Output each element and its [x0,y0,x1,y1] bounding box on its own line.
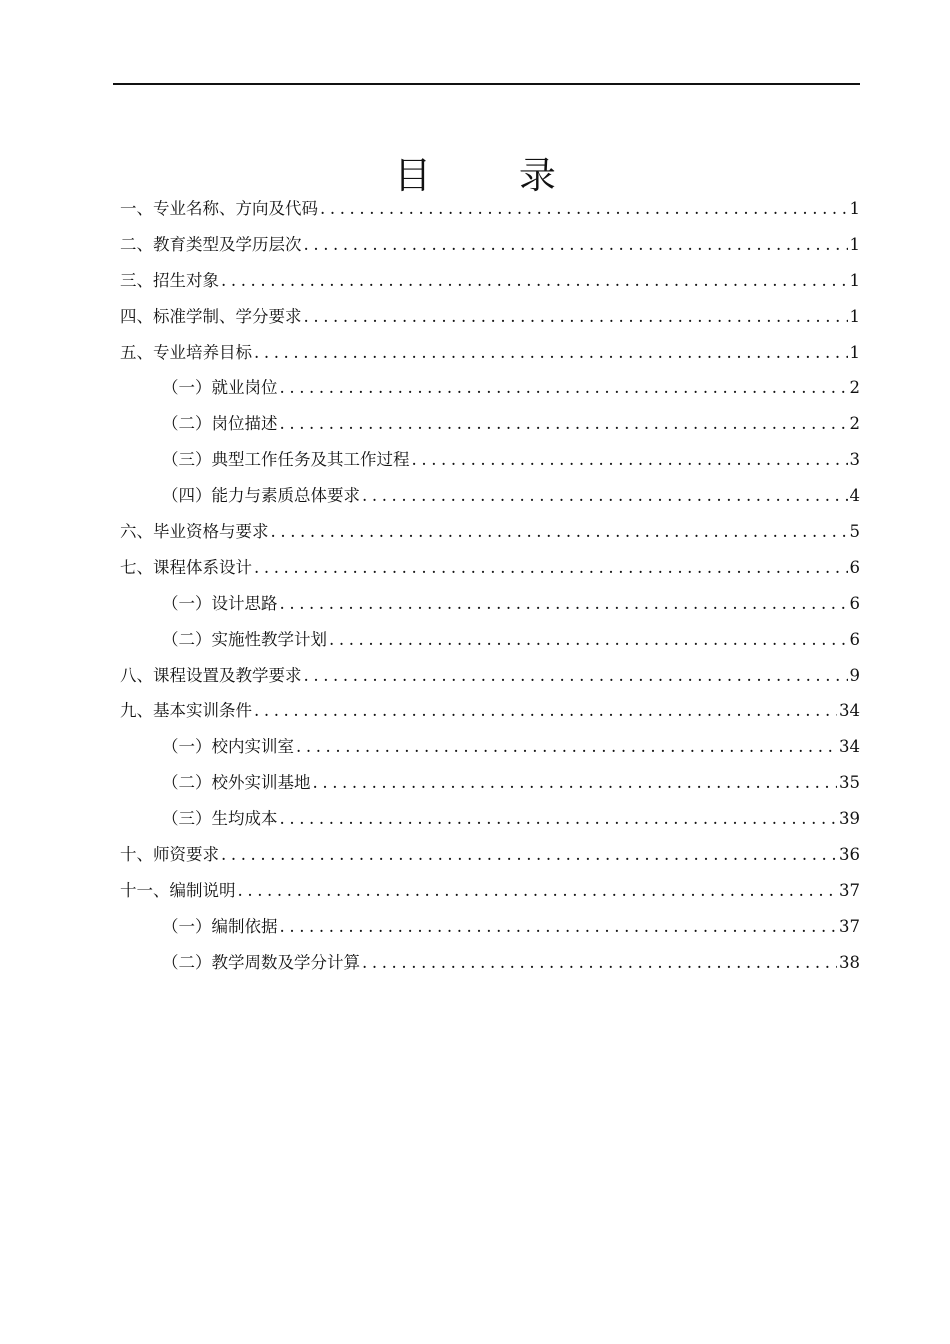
toc-leader-dots [304,227,848,263]
toc-entry-label: 九、基本实训条件 [120,701,252,721]
toc-entry-page: 34 [839,737,860,757]
toc-entry-page: 37 [839,916,860,936]
toc-subentry[interactable] [120,586,860,622]
toc-subentry[interactable] [120,370,860,406]
toc-entry-page: 36 [839,845,860,865]
toc-entry-page: 1 [849,342,860,362]
toc-entry-label: 四、标准学制、学分要求 [120,306,302,326]
toc-leader-dots [254,693,837,729]
toc-list [120,191,860,981]
toc-title: 目 录 [394,153,594,197]
toc-entry[interactable] [120,263,860,299]
toc-subentry[interactable] [120,442,860,478]
toc-leader-dots [221,263,848,299]
toc-subentry[interactable] [120,945,860,981]
toc-entry-page: 6 [849,557,860,577]
toc-entry[interactable] [120,658,860,694]
toc-leader-dots [296,729,837,765]
toc-entry-page: 39 [839,809,860,829]
toc-entry-label: （二）教学周数及学分计算 [162,952,360,972]
toc-entry-label: （三）典型工作任务及其工作过程 [162,450,410,470]
toc-leader-dots [280,801,838,837]
toc-entry-label: （二）实施性教学计划 [162,629,327,649]
toc-entry-page: 1 [849,306,860,326]
toc-entry-label: 十、师资要求 [120,845,219,865]
toc-entry-page: 6 [849,629,860,649]
toc-entry-page: 35 [839,773,860,793]
toc-entry-label: 五、专业培养目标 [120,342,252,362]
toc-leader-dots [254,550,848,586]
toc-leader-dots [412,442,848,478]
toc-leader-dots [280,406,848,442]
toc-entry-page: 34 [839,701,860,721]
toc-leader-dots [304,299,848,335]
toc-entry[interactable] [120,837,860,873]
toc-entry-page: 5 [849,522,860,542]
toc-entry-label: 十一、编制说明 [120,880,236,900]
toc-leader-dots [280,586,848,622]
toc-leader-dots [320,191,848,227]
toc-subentry[interactable] [120,729,860,765]
toc-entry-label: 八、课程设置及教学要求 [120,665,302,685]
toc-entry[interactable] [120,227,860,263]
toc-entry-page: 2 [849,414,860,434]
toc-entry-page: 38 [839,952,860,972]
toc-subentry[interactable] [120,909,860,945]
toc-entry-page: 2 [849,378,860,398]
toc-entry[interactable] [120,191,860,227]
toc-subentry[interactable] [120,801,860,837]
toc-leader-dots [362,478,848,514]
toc-entry-label: 六、毕业资格与要求 [120,522,269,542]
toc-leader-dots [254,335,848,371]
toc-entry-page: 37 [839,880,860,900]
toc-entry-label: 七、课程体系设计 [120,557,252,577]
toc-leader-dots [313,765,838,801]
toc-entry[interactable] [120,550,860,586]
toc-subentry[interactable] [120,765,860,801]
toc-subentry[interactable] [120,478,860,514]
toc-leader-dots [362,945,837,981]
toc-entry-page: 1 [849,234,860,254]
toc-leader-dots [280,909,838,945]
header-rule [113,83,860,85]
toc-entry[interactable] [120,514,860,550]
toc-leader-dots [271,514,848,550]
toc-entry-label: （一）校内实训室 [162,737,294,757]
toc-entry[interactable] [120,299,860,335]
toc-entry-label: （四）能力与素质总体要求 [162,486,360,506]
toc-leader-dots [304,658,848,694]
toc-entry-label: （一）编制依据 [162,916,278,936]
toc-entry[interactable] [120,693,860,729]
toc-entry-page: 3 [849,450,860,470]
toc-entry-label: 一、专业名称、方向及代码 [120,199,318,218]
toc-entry-page: 6 [849,593,860,613]
toc-leader-dots [280,370,848,406]
toc-entry-label: 三、招生对象 [120,270,219,290]
toc-entry-label: （二）校外实训基地 [162,773,311,793]
toc-entry-page: 1 [849,270,860,290]
toc-entry-label: （一）设计思路 [162,593,278,613]
toc-entry-label: 二、教育类型及学历层次 [120,234,302,254]
toc-leader-dots [329,622,848,658]
toc-entry[interactable] [120,335,860,371]
toc-subentry[interactable] [120,622,860,658]
toc-entry-label: （二）岗位描述 [162,414,278,434]
toc-entry-page: 9 [849,665,860,685]
toc-entry-label: （一）就业岗位 [162,378,278,398]
toc-subentry[interactable] [120,406,860,442]
toc-entry-page: 1 [849,199,860,218]
toc-entry-page: 4 [849,486,860,506]
toc-leader-dots [221,837,837,873]
toc-entry[interactable] [120,873,860,909]
toc-entry-label: （三）生均成本 [162,809,278,829]
toc-leader-dots [238,873,838,909]
